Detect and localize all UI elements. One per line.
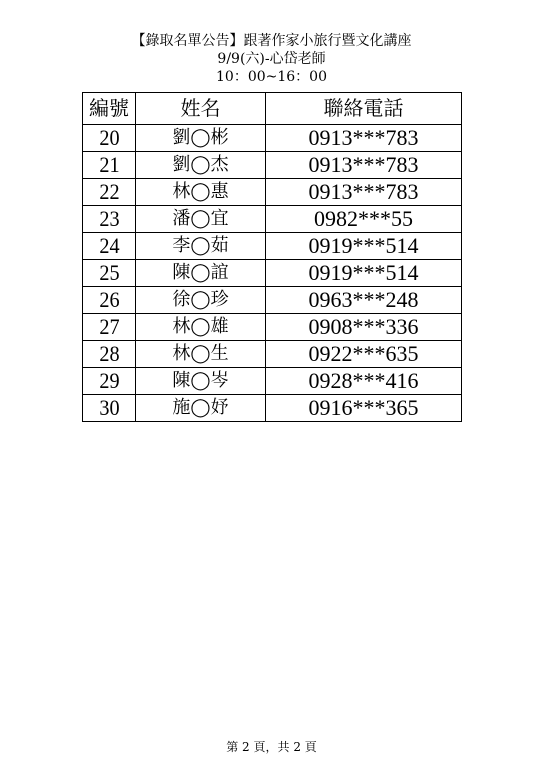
table-row [83, 368, 462, 395]
table-row [83, 179, 462, 206]
cell-name: 徐◯珍 [136, 287, 266, 314]
cell-number: 20 [85, 125, 134, 152]
cell-phone: 0922***635 [266, 341, 462, 368]
table-row [83, 314, 462, 341]
cell-phone: 0913***783 [266, 179, 462, 206]
table-row [83, 152, 462, 179]
cell-number: 24 [85, 233, 134, 260]
cell-phone: 0908***336 [266, 314, 462, 341]
table-row [83, 233, 462, 260]
table-header-row [83, 93, 462, 125]
column-header-name: 姓名 [136, 93, 266, 125]
announcement-title: 【錄取名單公告】跟著作家小旅行暨文化講座 [131, 33, 412, 49]
table-row [83, 287, 462, 314]
event-subtitle: 9/9(六)-心岱老師 [217, 51, 326, 67]
table-row [83, 341, 462, 368]
cell-phone: 0963***248 [266, 287, 462, 314]
cell-phone: 0916***365 [266, 395, 462, 422]
cell-number: 30 [85, 395, 134, 422]
cell-name: 林◯雄 [136, 314, 266, 341]
column-header-phone: 聯絡電話 [266, 93, 462, 125]
cell-name: 施◯妤 [136, 395, 266, 422]
cell-number: 27 [85, 314, 134, 341]
admission-list-table [82, 92, 462, 422]
cell-name: 陳◯誼 [136, 260, 266, 287]
table-row [83, 395, 462, 422]
cell-phone: 0928***416 [266, 368, 462, 395]
cell-phone: 0913***783 [266, 125, 462, 152]
cell-phone: 0913***783 [266, 152, 462, 179]
cell-number: 21 [85, 152, 134, 179]
table-row [83, 260, 462, 287]
cell-name: 劉◯杰 [136, 152, 266, 179]
document-header [0, 32, 543, 86]
column-header-number: 編號 [83, 93, 136, 125]
cell-name: 李◯茹 [136, 233, 266, 260]
cell-number: 22 [85, 179, 134, 206]
cell-name: 劉◯彬 [136, 125, 266, 152]
cell-name: 潘◯宜 [136, 206, 266, 233]
cell-name: 陳◯岑 [136, 368, 266, 395]
cell-phone: 0919***514 [266, 233, 462, 260]
event-time: 10：00~16：00 [216, 69, 327, 85]
cell-phone: 0919***514 [266, 260, 462, 287]
cell-number: 23 [85, 206, 134, 233]
cell-number: 29 [85, 368, 134, 395]
page-number-footer: 第 2 頁，共 2 頁 [226, 740, 317, 754]
cell-name: 林◯生 [136, 341, 266, 368]
cell-name: 林◯惠 [136, 179, 266, 206]
cell-number: 28 [85, 341, 134, 368]
table-row [83, 206, 462, 233]
table-row [83, 125, 462, 152]
cell-number: 25 [85, 260, 134, 287]
cell-phone: 0982***55 [266, 206, 462, 233]
cell-number: 26 [85, 287, 134, 314]
